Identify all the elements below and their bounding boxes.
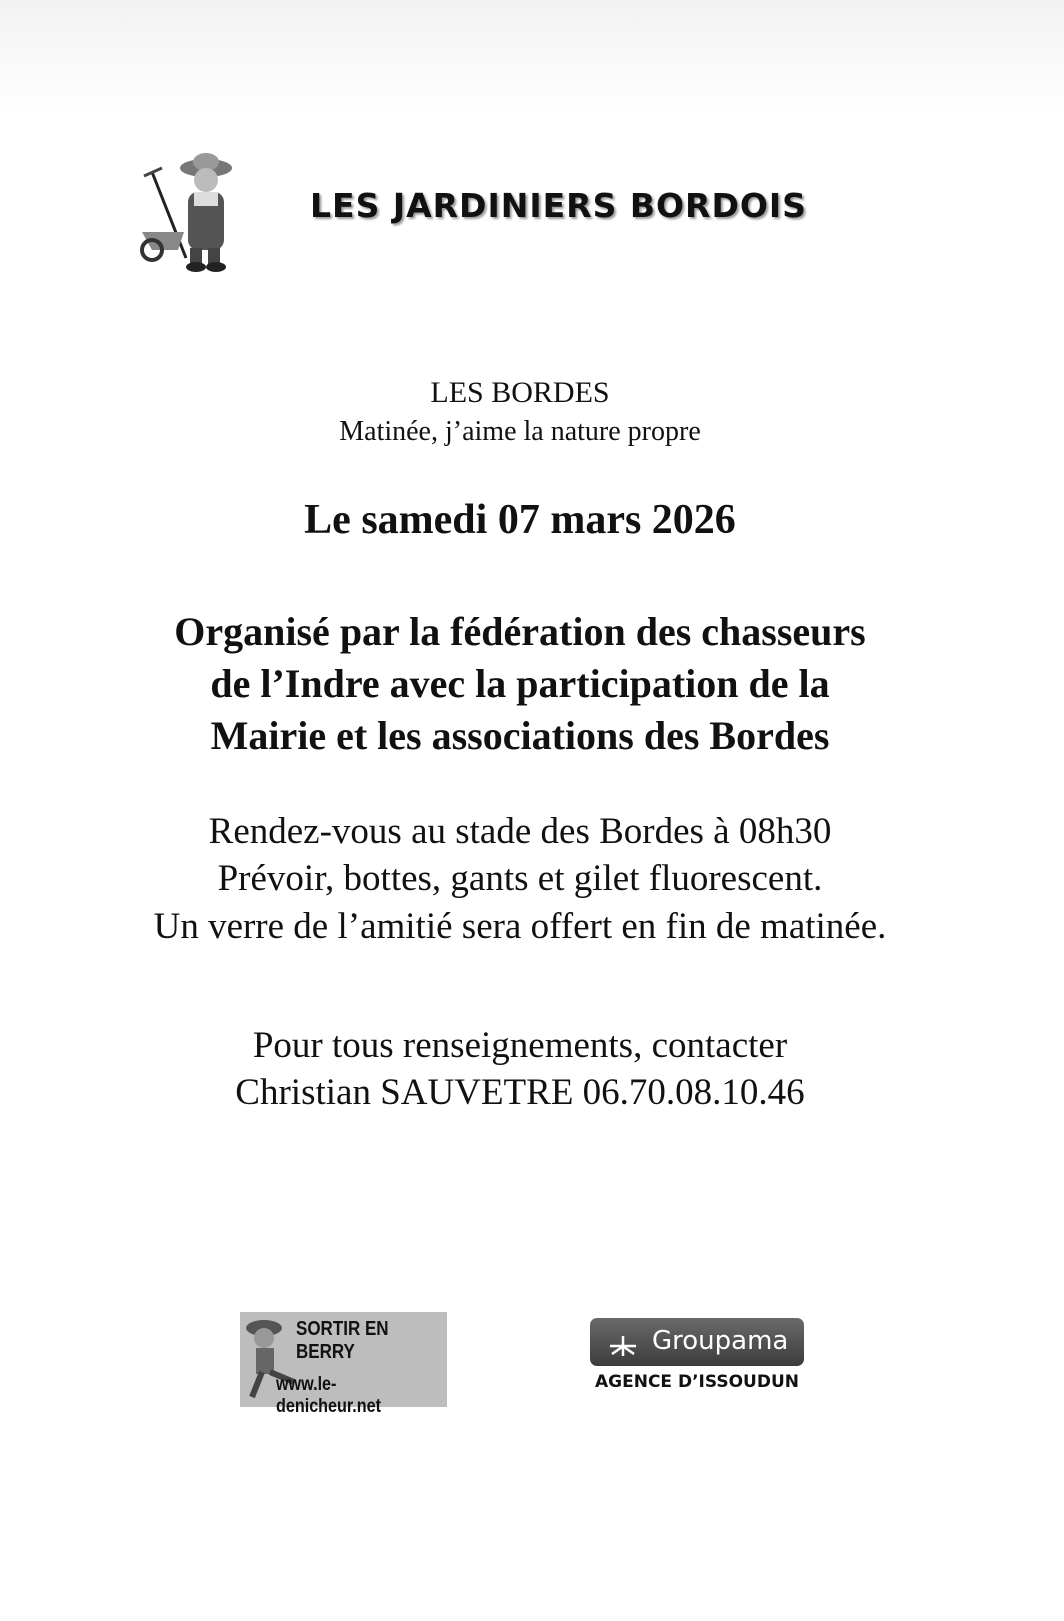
info-line: Rendez-vous au stade des Bordes à 08h30 xyxy=(208,811,832,852)
info-line: Un verre de l’amitié sera offert en fin de matinée. xyxy=(153,906,887,947)
groupama-agency: AGENCE D’ISSOUDUN xyxy=(595,1372,799,1392)
contact-line: Christian SAUVETRE 06.70.08.10.46 xyxy=(235,1072,805,1113)
sortir-en-berry-logo xyxy=(240,1312,447,1417)
event-subtitle: Matinée, j’aime la nature propre xyxy=(339,416,701,447)
event-date: Le samedi 07 mars 2026 xyxy=(304,497,736,543)
organizer-line: de l’Indre avec la participation de la xyxy=(210,661,830,706)
organizer-line: Mairie et les associations des Bordes xyxy=(210,713,830,758)
event-town: LES BORDES xyxy=(430,376,610,409)
info-line: Prévoir, bottes, gants et gilet fluorescent. xyxy=(217,858,823,899)
groupama-sun-icon xyxy=(598,1318,648,1366)
club-name: LES JARDINIERS BORDOIS xyxy=(310,186,807,225)
contact-line: Pour tous renseignements, contacter xyxy=(252,1025,788,1066)
organizer-line: Organisé par la fédération des chasseurs xyxy=(174,609,866,654)
sortir-title: SORTIR EN BERRY xyxy=(296,1318,389,1363)
groupama-name: Groupama xyxy=(652,1326,789,1356)
groupama-logo xyxy=(590,1318,804,1366)
gardener-logo xyxy=(138,150,243,275)
sortir-url: www.le-denicheur.net xyxy=(276,1374,382,1417)
